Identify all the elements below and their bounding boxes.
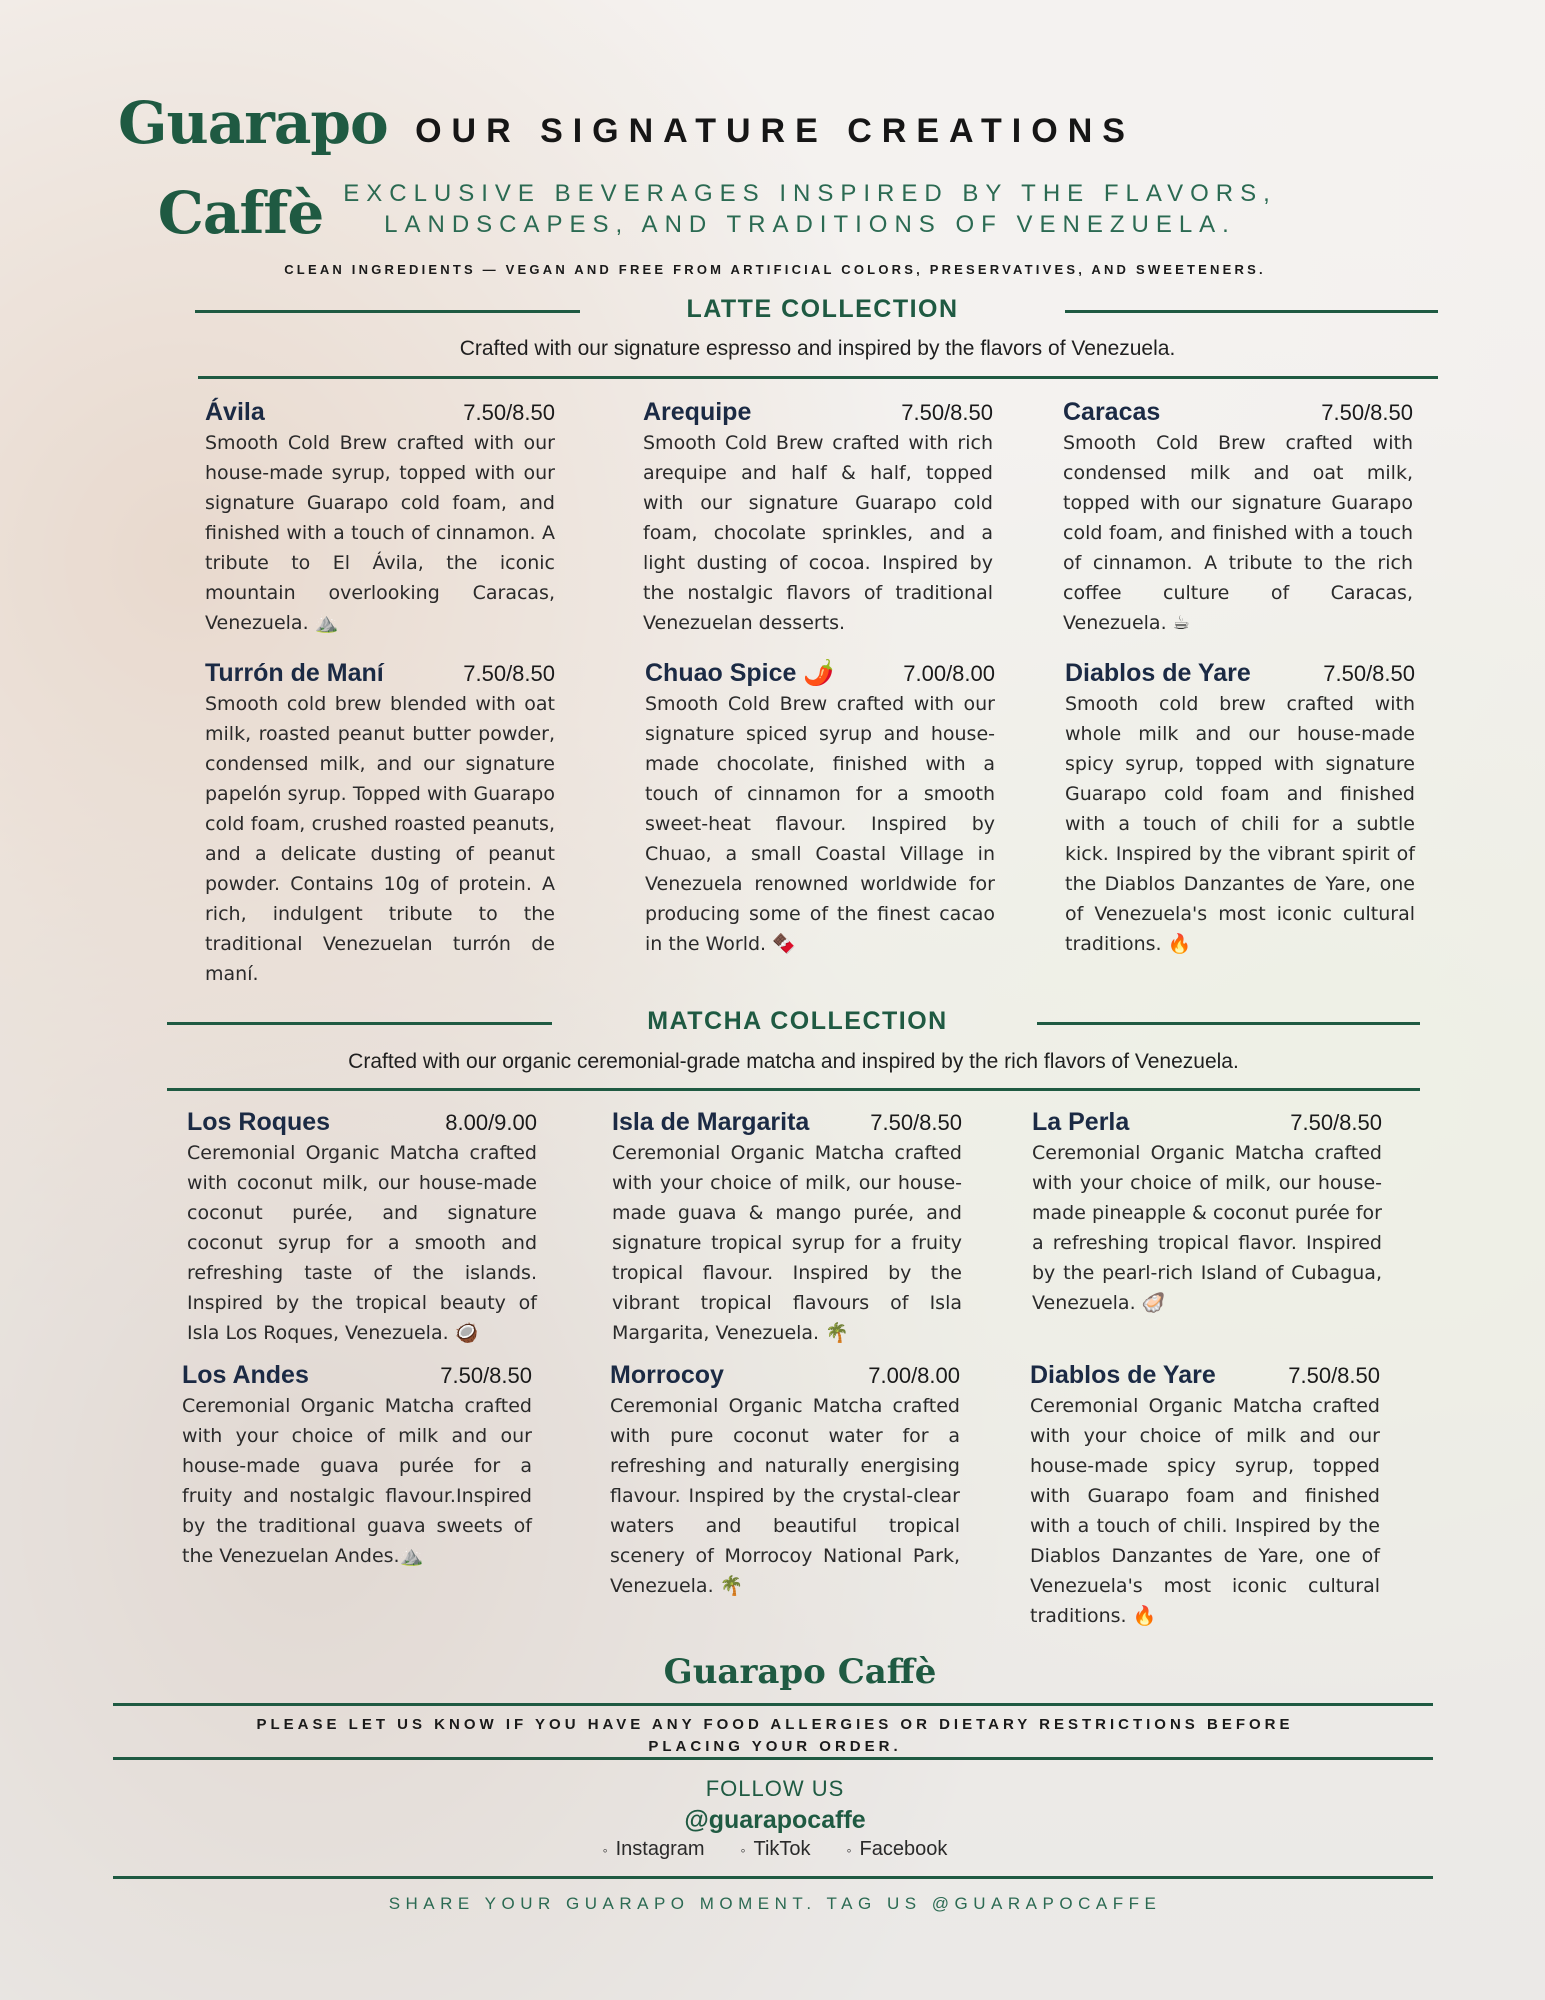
matcha-rule-left xyxy=(167,1022,552,1025)
latte-collection-title: LATTE COLLECTION xyxy=(686,295,959,323)
footer-rule-middle xyxy=(113,1757,1433,1760)
matcha-collection-title: MATCHA COLLECTION xyxy=(647,1007,948,1035)
item-description: Smooth Cold Brew crafted with our signature spiced syrup and house-made chocolate, finished with a touch of cinnamon for a smooth sweet-heat flavour. Inspired by Chuao, a small Coastal Village in Venezuela renowned worldwide for producing some of the finest cacao in the World. 🍫 xyxy=(645,693,995,955)
logo-line-2: Caffè xyxy=(157,179,324,247)
menu-item-los-andes xyxy=(182,1361,532,1571)
item-name: Arequipe xyxy=(643,398,752,426)
menu-item-diablos-de-yare-matcha xyxy=(1030,1361,1380,1631)
share-tagline: SHARE YOUR GUARAPO MOMENT. TAG US @GUARAPOCAFFE xyxy=(388,1894,1162,1913)
matcha-rule-under xyxy=(167,1088,1420,1091)
social-link-tiktok[interactable] xyxy=(741,1838,811,1861)
footer-rule-bottom xyxy=(113,1876,1433,1879)
clean-ingredients-note: CLEAN INGREDIENTS — VEGAN AND FREE FROM ARTIFICIAL COLORS, PRESERVATIVES, AND SWEETENERS. xyxy=(284,262,1266,277)
item-price: 7.50/8.50 xyxy=(870,1110,962,1135)
item-description: Ceremonial Organic Matcha crafted with your choice of milk, our house-made guava & mango purée, and signature tropical syrup for a fruity tropical flavour. Inspired by the vibrant tropical flavours of Isla Margarita, Venezuela. 🌴 xyxy=(612,1142,962,1344)
logo-line-1: Guarapo xyxy=(118,89,388,157)
brand-logo xyxy=(118,78,388,258)
item-name: Morrocoy xyxy=(610,1361,724,1389)
allergy-line-2: PLACING YOUR ORDER. xyxy=(648,1738,902,1755)
item-price: 8.00/9.00 xyxy=(445,1110,537,1135)
menu-item-caracas xyxy=(1063,398,1413,638)
latte-rule-left xyxy=(195,310,580,313)
matcha-rule-right xyxy=(1037,1022,1420,1025)
latte-rule-right xyxy=(1065,310,1438,313)
menu-item-morrocoy xyxy=(610,1361,960,1601)
social-label: Facebook xyxy=(859,1838,948,1860)
follow-us-label: FOLLOW US xyxy=(705,1776,845,1801)
latte-collection-description: Crafted with our signature espresso and inspired by the flavors of Venezuela. xyxy=(459,337,1176,360)
footer-logo: Guarapo Caffè xyxy=(663,1652,937,1692)
item-description: Smooth cold brew blended with oat milk, roasted peanut butter powder, condensed milk, and our signature papelón syrup. Topped with Guarapo cold foam, crushed roasted peanuts, and a delicate dusting of peanut powder. Contains 10g of protein. A rich, indulgent tribute to the traditional Venezuelan turrón de maní. xyxy=(205,693,555,985)
item-price: 7.50/8.50 xyxy=(463,400,555,425)
item-name: Ávila xyxy=(205,398,265,426)
page-title: OUR SIGNATURE CREATIONS xyxy=(415,112,1135,150)
item-description: Smooth Cold Brew crafted with condensed milk and oat milk, topped with our signature Guarapo cold foam, and finished with a touch of cinnamon. A tribute to the rich coffee culture of Caracas, Venezuela. ☕ xyxy=(1063,432,1413,634)
menu-item-la-perla xyxy=(1032,1108,1382,1318)
menu-item-chuao-spice xyxy=(645,659,995,959)
item-name: Los Roques xyxy=(187,1108,331,1136)
menu-item-isla-de-margarita xyxy=(612,1108,962,1348)
matcha-collection-description: Crafted with our organic ceremonial-grade matcha and inspired by the rich flavors of Venezuela. xyxy=(348,1050,1239,1073)
bullet-icon: ◦ xyxy=(846,1842,852,1858)
item-name: Los Andes xyxy=(182,1361,309,1389)
subtitle-line-1: EXCLUSIVE BEVERAGES INSPIRED BY THE FLAVORS, xyxy=(343,180,1277,207)
item-description: Smooth Cold Brew crafted with our house-made syrup, topped with our signature Guarapo cold foam, and finished with a touch of cinnamon. A tribute to El Ávila, the iconic mountain overlooking Caracas, Venezuela. ⛰️ xyxy=(205,432,555,634)
allergy-notice xyxy=(200,1714,1350,1758)
item-price: 7.50/8.50 xyxy=(1323,661,1415,686)
item-name: Isla de Margarita xyxy=(612,1108,810,1136)
item-name: Caracas xyxy=(1063,398,1161,426)
social-links xyxy=(560,1838,990,1861)
menu-item-turron-de-mani xyxy=(205,659,555,989)
item-price: 7.50/8.50 xyxy=(440,1363,532,1388)
item-price: 7.50/8.50 xyxy=(901,400,993,425)
social-label: TikTok xyxy=(753,1838,811,1860)
item-description: Ceremonial Organic Matcha crafted with pure coconut water for a refreshing and naturally energising flavour. Inspired by the crystal-clear waters and beautiful tropical scenery of Morrocoy National Park, Venezuela. 🌴 xyxy=(610,1395,960,1597)
menu-item-diablos-de-yare-latte xyxy=(1065,659,1415,959)
page-subtitle xyxy=(330,178,1290,240)
menu-item-arequipe xyxy=(643,398,993,638)
menu-item-avila xyxy=(205,398,555,638)
item-name: Diablos de Yare xyxy=(1065,659,1251,687)
footer-rule-top xyxy=(113,1703,1433,1706)
social-handle-link[interactable]: @guarapocaffe xyxy=(684,1806,866,1834)
item-price: 7.00/8.00 xyxy=(903,661,995,686)
item-name: Chuao Spice 🌶️ xyxy=(645,659,835,687)
item-name: Turrón de Maní xyxy=(205,659,384,687)
item-name: Diablos de Yare xyxy=(1030,1361,1216,1389)
item-description: Smooth cold brew crafted with whole milk and our house-made spicy syrup, topped with signature Guarapo cold foam and finished with a touch of chili for a subtle kick. Inspired by the vibrant spirit of the Diablos Danzantes de Yare, one of Venezuela's most iconic cultural traditions. 🔥 xyxy=(1065,693,1415,955)
item-description: Ceremonial Organic Matcha crafted with your choice of milk and our house-made spicy syrup, topped with Guarapo foam and finished with a touch of chili. Inspired by the Diablos Danzantes de Yare, one of Venezuela's most iconic cultural traditions. 🔥 xyxy=(1030,1395,1380,1627)
bullet-icon: ◦ xyxy=(602,1842,608,1858)
social-label: Instagram xyxy=(615,1838,705,1860)
item-price: 7.50/8.50 xyxy=(1290,1110,1382,1135)
item-price: 7.50/8.50 xyxy=(1288,1363,1380,1388)
item-price: 7.50/8.50 xyxy=(1321,400,1413,425)
latte-rule-under xyxy=(198,376,1438,379)
item-description: Ceremonial Organic Matcha crafted with your choice of milk and our house-made guava purée for a fruity and nostalgic flavour.Inspired by the traditional guava sweets of the Venezuelan Andes.⛰️ xyxy=(182,1395,532,1567)
bullet-icon: ◦ xyxy=(740,1842,746,1858)
allergy-line-1: PLEASE LET US KNOW IF YOU HAVE ANY FOOD ALLERGIES OR DIETARY RESTRICTIONS BEFORE xyxy=(256,1716,1294,1733)
item-price: 7.50/8.50 xyxy=(463,661,555,686)
menu-item-los-roques xyxy=(187,1108,537,1348)
item-description: Ceremonial Organic Matcha crafted with your choice of milk, our house-made pineapple & coconut purée for a refreshing tropical flavor. Inspired by the pearl-rich Island of Cubagua, Venezuela. 🦪 xyxy=(1032,1142,1382,1314)
subtitle-line-2: LANDSCAPES, AND TRADITIONS OF VENEZUELA. xyxy=(384,211,1236,238)
social-link-instagram[interactable] xyxy=(603,1838,705,1861)
social-link-facebook[interactable] xyxy=(847,1838,948,1861)
item-description: Ceremonial Organic Matcha crafted with coconut milk, our house-made coconut purée, and signature coconut syrup for a smooth and refreshing taste of the islands. Inspired by the tropical beauty of Isla Los Roques, Venezuela. 🥥 xyxy=(187,1142,537,1344)
item-description: Smooth Cold Brew crafted with rich arequipe and half & half, topped with our signature Guarapo cold foam, chocolate sprinkles, and a light dusting of cocoa. Inspired by the nostalgic flavors of traditional Venezuelan desserts. xyxy=(643,432,993,634)
item-name: La Perla xyxy=(1032,1108,1130,1136)
item-price: 7.00/8.00 xyxy=(868,1363,960,1388)
